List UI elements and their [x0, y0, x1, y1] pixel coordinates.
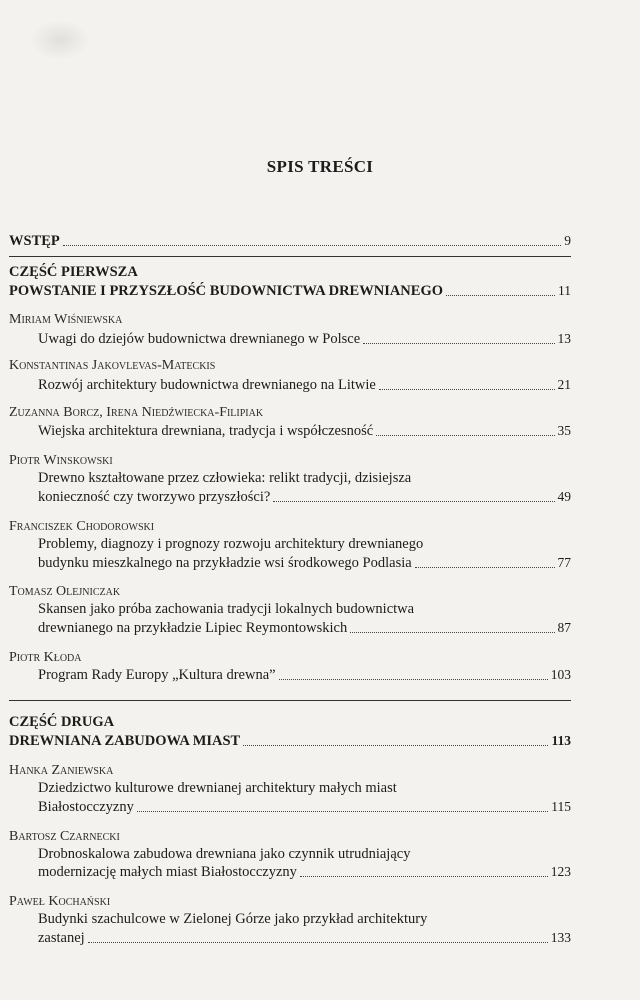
- entry-title-line2: drewnianego na przykładzie Lipiec Reymontowskich: [38, 620, 348, 636]
- page-number: 35: [557, 423, 571, 438]
- entry-title-line1: Problemy, diagnozy i prognozy rozwoju architektury drewnianego: [38, 536, 424, 552]
- entry-author: Piotr Winskowski: [9, 453, 113, 468]
- entry-title-line2: budynku mieszkalnego na przykładzie wsi środkowego Podlasia: [38, 555, 412, 571]
- entry-title-line1: Drobnoskalowa zabudowa drewniana jako czynnik utrudniający: [38, 846, 411, 862]
- toc-entry-part1[interactable]: [9, 280, 571, 300]
- page-number: 11: [558, 283, 571, 298]
- entry-title: Rozwój architektury budownictwa drewnianego na Litwie: [38, 377, 376, 393]
- leader-dots: [446, 295, 555, 296]
- leader-dots: [300, 876, 548, 877]
- leader-dots: [363, 343, 554, 344]
- page-number: 21: [557, 377, 571, 392]
- entry-title: Program Rady Europy „Kultura drewna”: [38, 667, 276, 683]
- section-divider: [9, 700, 571, 701]
- page-number: 87: [557, 620, 571, 635]
- entry-title: Uwagi do dziejów budownictwa drewnianego w Polsce: [38, 331, 361, 347]
- intro-label: WSTĘP: [9, 233, 60, 249]
- leader-dots: [379, 389, 555, 390]
- leader-dots: [279, 679, 548, 680]
- toc-entry-part2[interactable]: [9, 730, 571, 750]
- entry-author: Hanka Zaniewska: [9, 763, 114, 778]
- page-number: 115: [551, 799, 571, 814]
- page-number: 9: [564, 233, 571, 248]
- entry-title-line2: Białostocczyzny: [38, 799, 134, 815]
- leader-dots: [137, 811, 548, 812]
- toc-entry[interactable]: [38, 486, 571, 506]
- entry-author: Piotr Kłoda: [9, 650, 82, 665]
- page-number: 113: [551, 733, 571, 748]
- toc-entry[interactable]: [38, 664, 571, 684]
- section-divider: [9, 256, 571, 257]
- entry-title-line1: Skansen jako próba zachowania tradycji lokalnych budownictwa: [38, 601, 415, 617]
- toc-entry[interactable]: [38, 796, 571, 816]
- entry-author: Konstantinas Jakovlevas-Mateckis: [9, 358, 216, 373]
- toc-entry[interactable]: [38, 374, 571, 394]
- toc-entry[interactable]: [38, 328, 571, 348]
- leader-dots: [243, 745, 548, 746]
- page-number: 49: [557, 489, 571, 504]
- page-title: SPIS TREŚCI: [266, 157, 374, 176]
- toc-entry-intro[interactable]: [9, 230, 571, 250]
- leader-dots: [376, 435, 554, 436]
- toc-entry[interactable]: [38, 927, 571, 947]
- toc-entry[interactable]: [38, 617, 571, 637]
- page-number: 103: [550, 667, 571, 682]
- entry-title-line1: Drewno kształtowane przez człowieka: relikt tradycji, dzisiejsza: [38, 470, 412, 486]
- entry-title-line1: Budynki szachulcowe w Zielonej Górze jako przykład architektury: [38, 911, 428, 927]
- entry-title-line1: Dziedzictwo kulturowe drewnianej architektury małych miast: [38, 780, 397, 796]
- leader-dots: [63, 245, 561, 246]
- entry-title: Wiejska architektura drewniana, tradycja i współczesność: [38, 423, 374, 439]
- part2-heading-line2: DREWNIANA ZABUDOWA MIAST: [9, 733, 241, 749]
- entry-author: Miriam Wiśniewska: [9, 312, 123, 327]
- toc-entry[interactable]: [38, 552, 571, 572]
- page-number: 77: [557, 555, 571, 570]
- part2-heading-line1: CZĘŚĆ DRUGA: [9, 714, 115, 730]
- page-smudge: [30, 20, 90, 60]
- entry-author: Paweł Kochański: [9, 894, 111, 909]
- leader-dots: [88, 942, 548, 943]
- part1-heading-line2: POWSTANIE I PRZYSZŁOŚĆ BUDOWNICTWA DREWNIANEGO: [9, 283, 444, 299]
- leader-dots: [273, 501, 554, 502]
- leader-dots: [350, 632, 554, 633]
- entry-title-line2: konieczność czy tworzywo przyszłości?: [38, 489, 271, 505]
- part1-heading-line1: CZĘŚĆ PIERWSZA: [9, 264, 138, 280]
- entry-author: Zuzanna Borcz, Irena Niedźwiecka-Filipiak: [9, 405, 264, 420]
- entry-author: Tomasz Olejniczak: [9, 584, 121, 599]
- entry-author: Franciszek Chodorowski: [9, 519, 155, 534]
- entry-title-line2: zastanej: [38, 930, 85, 946]
- entry-author: Bartosz Czarnecki: [9, 829, 120, 844]
- toc-entry[interactable]: [38, 420, 571, 440]
- leader-dots: [415, 567, 555, 568]
- toc-entry[interactable]: [38, 861, 571, 881]
- page-number: 133: [550, 930, 571, 945]
- entry-title-line2: modernizację małych miast Białostocczyzny: [38, 864, 297, 880]
- page-number: 13: [557, 331, 571, 346]
- page-number: 123: [550, 864, 571, 879]
